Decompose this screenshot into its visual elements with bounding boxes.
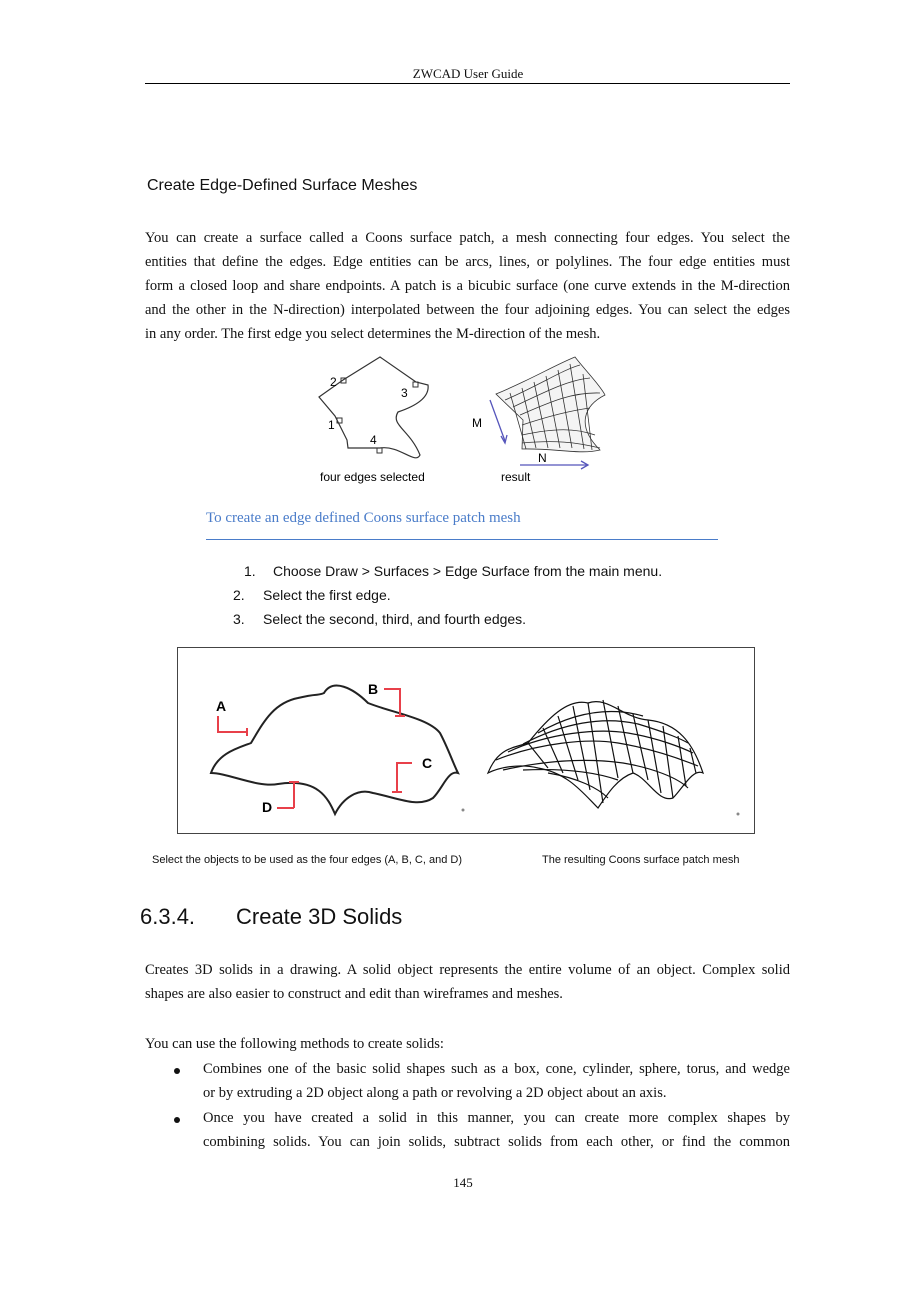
- procedure-heading: To create an edge defined Coons surface patch mesh: [206, 510, 521, 526]
- coons-mesh: [488, 700, 703, 808]
- step-number: 2.: [233, 587, 245, 603]
- figure-caption: four edges selected: [320, 470, 425, 484]
- page-number: 145: [453, 1175, 473, 1190]
- paragraph-line: entities that define the edges. Edge entities can be arcs, lines, or polylines. The four edge entities must: [145, 254, 790, 270]
- figure-caption-left: Select the objects to be used as the four edges (A, B, C, and D): [152, 854, 463, 866]
- n-direction-label: N: [538, 451, 547, 465]
- step-text: Select the second, third, and fourth edges.: [263, 611, 527, 627]
- section-heading: Create Edge-Defined Surface Meshes: [147, 177, 418, 194]
- bullet-line: combining solids. You can join solids, subtract solids from each other, or find the common: [203, 1134, 790, 1150]
- bullet-icon: [174, 1117, 180, 1123]
- step-number: 1.: [244, 563, 256, 579]
- step-text: Choose Draw > Surfaces > Edge Surface from the main menu.: [273, 563, 663, 579]
- step-text: Select the first edge.: [263, 587, 391, 603]
- section-number: 6.3.4.: [140, 904, 196, 929]
- edge-label-c: C: [422, 755, 433, 771]
- figure-coons-patch: [177, 647, 755, 834]
- paragraph-line: form a closed loop and share endpoints. A patch is a bicubic surface (one curve extends in the M-direction: [145, 278, 790, 294]
- bullet-line: or by extruding a 2D object along a path or revolving a 2D object about an axis.: [203, 1085, 667, 1101]
- header-rule: [145, 83, 790, 84]
- edge-label: 2: [330, 375, 337, 389]
- mesh-result: [496, 357, 605, 452]
- section-heading: Create 3D Solids: [236, 904, 403, 929]
- bullet-icon: [174, 1068, 180, 1074]
- paragraph-line: You can create a surface called a Coons surface patch, a mesh connecting four edges. You select the: [145, 230, 790, 246]
- figure-four-edges: [300, 350, 620, 490]
- paragraph-line: shapes are also easier to construct and edit than wireframes and meshes.: [145, 986, 563, 1002]
- figure-caption: result: [501, 470, 531, 484]
- bullet-line: Once you have created a solid in this manner, you can create more complex shapes by: [203, 1110, 790, 1126]
- paragraph-line: Creates 3D solids in a drawing. A solid object represents the entire volume of an object. Complex solid: [145, 962, 790, 978]
- step-number: 3.: [233, 611, 245, 627]
- bullet-line: Combines one of the basic solid shapes such as a box, cone, cylinder, sphere, torus, and wedge: [203, 1061, 790, 1077]
- edge-label: 1: [328, 418, 335, 432]
- methods-intro: You can use the following methods to create solids:: [145, 1036, 444, 1052]
- procedure-rule: [206, 539, 718, 540]
- paragraph-line: in any order. The first edge you select determines the M-direction of the mesh.: [145, 326, 601, 342]
- figure-caption-right: The resulting Coons surface patch mesh: [542, 854, 740, 866]
- paragraph-line: and the other in the N-direction) interpolated between the four adjoining edges. You can select the edges: [145, 302, 790, 318]
- edge-label: 4: [370, 433, 377, 447]
- m-direction-label: M: [472, 416, 482, 430]
- edge-label-a: A: [216, 698, 227, 714]
- running-header: ZWCAD User Guide: [412, 66, 524, 81]
- edge-label-b: B: [368, 681, 379, 697]
- edge-label-d: D: [262, 799, 273, 815]
- edge-label: 3: [401, 386, 408, 400]
